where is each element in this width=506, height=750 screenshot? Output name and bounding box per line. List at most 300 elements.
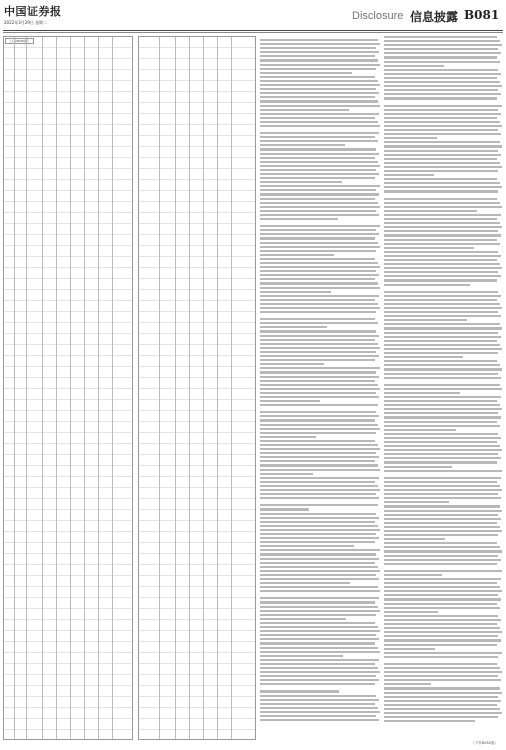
text-line xyxy=(260,270,376,272)
text-line xyxy=(260,262,378,264)
text-line xyxy=(384,675,498,677)
text-line xyxy=(384,687,500,689)
text-line xyxy=(260,363,324,365)
text-line xyxy=(384,81,500,83)
text-line xyxy=(260,513,376,515)
text-line xyxy=(260,376,379,378)
text-line xyxy=(384,348,502,350)
text-line xyxy=(260,384,378,386)
text-line xyxy=(260,638,379,640)
text-line xyxy=(384,384,500,386)
text-line xyxy=(384,182,500,184)
text-line xyxy=(260,448,380,450)
text-line xyxy=(260,707,378,709)
text-line xyxy=(384,117,497,119)
text-line xyxy=(384,352,498,354)
masthead xyxy=(0,0,506,30)
text-line xyxy=(260,606,378,608)
text-line xyxy=(260,318,375,320)
text-line xyxy=(260,642,375,644)
text-line xyxy=(260,489,380,491)
text-line xyxy=(260,456,379,458)
text-line xyxy=(384,421,497,423)
text-line xyxy=(384,364,500,366)
text-line xyxy=(260,339,375,341)
text-line xyxy=(260,322,378,324)
text-line xyxy=(260,43,380,45)
text-line xyxy=(384,105,502,107)
text-line xyxy=(260,582,350,584)
text-line xyxy=(260,590,380,592)
text-line xyxy=(384,619,501,621)
text-line xyxy=(260,177,375,179)
text-line xyxy=(260,282,378,284)
text-line xyxy=(384,150,498,152)
text-line xyxy=(260,521,375,523)
text-line xyxy=(260,148,376,150)
text-line xyxy=(384,332,498,334)
table-grid xyxy=(3,36,133,740)
text-line xyxy=(384,271,498,273)
text-line xyxy=(384,652,502,654)
text-line xyxy=(260,47,376,49)
text-line xyxy=(260,618,346,620)
text-line xyxy=(384,190,498,192)
text-line xyxy=(260,493,376,495)
text-line xyxy=(384,214,501,216)
text-line xyxy=(384,404,500,406)
text-line xyxy=(384,178,497,180)
text-line xyxy=(260,404,378,406)
text-line xyxy=(384,611,438,613)
text-line xyxy=(384,679,501,681)
text-line xyxy=(260,508,309,510)
text-line xyxy=(260,597,379,599)
text-line xyxy=(384,526,500,528)
text-line xyxy=(260,287,380,289)
text-line xyxy=(260,392,376,394)
text-line xyxy=(260,189,376,191)
text-line xyxy=(384,555,498,557)
text-line xyxy=(384,518,501,520)
text-line xyxy=(384,303,500,305)
text-line xyxy=(384,416,501,418)
text-line xyxy=(260,51,379,53)
text-line xyxy=(260,481,375,483)
text-line xyxy=(384,279,497,281)
text-line xyxy=(384,445,500,447)
text-line xyxy=(260,359,375,361)
text-line xyxy=(384,218,497,220)
text-line xyxy=(260,80,378,82)
text-line xyxy=(384,174,434,176)
text-line xyxy=(384,489,502,491)
text-line xyxy=(384,408,502,410)
text-line xyxy=(260,570,380,572)
text-line xyxy=(260,517,379,519)
section-title-cn: 信息披露 xyxy=(410,10,459,24)
text-line xyxy=(260,92,379,94)
table-continuation-header: （上接B080版） xyxy=(5,38,34,44)
text-line xyxy=(384,683,431,685)
text-line xyxy=(384,716,498,718)
text-line xyxy=(260,610,380,612)
text-line xyxy=(384,574,442,576)
text-line xyxy=(384,449,502,451)
text-line xyxy=(260,299,375,301)
text-line xyxy=(384,712,502,714)
text-line xyxy=(260,690,339,692)
text-line xyxy=(260,634,376,636)
text-line xyxy=(384,170,498,172)
text-line xyxy=(260,117,375,119)
text-line xyxy=(260,558,379,560)
text-line xyxy=(260,237,375,239)
text-line xyxy=(384,125,502,127)
text-line xyxy=(260,477,379,479)
text-line xyxy=(384,186,502,188)
text-line xyxy=(260,574,376,576)
text-line xyxy=(384,247,474,249)
text-line xyxy=(384,644,497,646)
text-line xyxy=(260,400,320,402)
text-line xyxy=(384,255,501,257)
text-line xyxy=(384,530,502,532)
text-line xyxy=(260,218,338,220)
text-line xyxy=(384,65,444,67)
text-line xyxy=(384,461,497,463)
text-line xyxy=(384,563,497,565)
text-line xyxy=(384,437,501,439)
text-line xyxy=(384,522,497,524)
text-line xyxy=(384,514,498,516)
text-line xyxy=(384,648,435,650)
text-line xyxy=(260,214,379,216)
text-line xyxy=(384,243,500,245)
text-line xyxy=(384,550,502,552)
text-line xyxy=(384,505,500,507)
text-line xyxy=(384,133,501,135)
text-line xyxy=(260,578,379,580)
text-line xyxy=(384,607,500,609)
text-line xyxy=(384,493,498,495)
text-line xyxy=(384,85,502,87)
text-line xyxy=(384,477,501,479)
text-line xyxy=(384,230,498,232)
text-line xyxy=(384,113,501,115)
text-line xyxy=(260,545,354,547)
text-line xyxy=(260,254,334,256)
text-line xyxy=(384,44,502,46)
text-line xyxy=(384,373,498,375)
text-line xyxy=(260,100,378,102)
dateline: 2022年3月29日 星期二 xyxy=(4,20,48,25)
page-footer-note: （下转B082版） xyxy=(471,741,498,745)
text-line xyxy=(384,61,500,63)
text-line xyxy=(260,614,376,616)
text-line xyxy=(384,251,498,253)
text-line xyxy=(260,626,378,628)
financial-table-middle xyxy=(138,36,256,740)
text-line xyxy=(260,436,316,438)
text-line xyxy=(260,181,342,183)
text-line xyxy=(260,419,375,421)
page-code: B081 xyxy=(464,8,500,22)
text-line xyxy=(260,266,380,268)
text-line xyxy=(260,88,376,90)
text-line xyxy=(260,258,375,260)
text-line xyxy=(384,210,477,212)
text-line xyxy=(384,433,498,435)
text-line xyxy=(384,570,502,572)
text-line xyxy=(384,396,501,398)
text-line xyxy=(260,586,378,588)
text-line xyxy=(384,392,460,394)
text-line xyxy=(260,601,375,603)
text-line xyxy=(260,444,378,446)
text-line xyxy=(260,659,379,661)
text-line xyxy=(384,663,497,665)
text-line xyxy=(260,246,380,248)
text-line xyxy=(260,55,375,57)
text-line xyxy=(384,275,501,277)
text-line xyxy=(260,388,380,390)
text-line xyxy=(384,559,501,561)
text-line xyxy=(260,667,378,669)
text-line xyxy=(260,311,376,313)
text-line xyxy=(384,73,501,75)
body-text-column-2 xyxy=(384,36,502,740)
text-line xyxy=(260,651,380,653)
text-line xyxy=(384,36,497,38)
text-line xyxy=(384,598,501,600)
text-line xyxy=(384,319,467,321)
text-line xyxy=(260,504,378,506)
text-line xyxy=(384,323,500,325)
text-line xyxy=(260,291,331,293)
text-line xyxy=(260,295,379,297)
text-line xyxy=(260,695,376,697)
text-line xyxy=(384,69,498,71)
text-line xyxy=(260,185,380,187)
text-line xyxy=(384,226,502,228)
text-line xyxy=(260,679,379,681)
text-line xyxy=(384,137,437,139)
body-text-column-1 xyxy=(260,36,380,740)
text-line xyxy=(384,284,470,286)
text-line xyxy=(384,623,497,625)
text-line xyxy=(260,671,380,673)
text-line xyxy=(260,432,376,434)
text-line xyxy=(384,501,449,503)
section-title-en: Disclosure xyxy=(352,10,404,22)
text-line xyxy=(260,549,380,551)
text-line xyxy=(384,295,501,297)
text-line xyxy=(260,663,375,665)
text-line xyxy=(260,153,379,155)
text-line xyxy=(260,464,378,466)
text-line xyxy=(260,440,375,442)
text-line xyxy=(260,647,378,649)
text-line xyxy=(260,121,378,123)
text-line xyxy=(260,428,380,430)
text-line xyxy=(384,360,497,362)
text-line xyxy=(260,39,378,41)
text-line xyxy=(384,594,498,596)
text-line xyxy=(384,52,501,54)
text-line xyxy=(384,720,475,722)
text-line xyxy=(260,452,376,454)
text-line xyxy=(260,193,379,195)
text-line xyxy=(260,132,379,134)
text-line xyxy=(384,239,497,241)
table-grid-2 xyxy=(138,36,256,740)
text-line xyxy=(384,89,498,91)
text-line xyxy=(260,566,378,568)
text-line xyxy=(384,97,497,99)
text-line xyxy=(384,578,501,580)
text-line xyxy=(260,326,327,328)
text-line xyxy=(384,639,501,641)
text-line xyxy=(384,671,502,673)
text-line xyxy=(384,327,502,329)
text-line xyxy=(260,424,378,426)
text-line xyxy=(260,96,375,98)
text-line xyxy=(384,429,456,431)
text-line xyxy=(384,311,498,313)
text-line xyxy=(384,368,502,370)
masthead-rule-thin xyxy=(3,32,503,33)
text-line xyxy=(384,466,452,468)
text-line xyxy=(260,541,375,543)
text-line xyxy=(260,347,380,349)
financial-table-left xyxy=(3,36,133,740)
text-line xyxy=(384,206,502,208)
text-line xyxy=(260,497,379,499)
text-line xyxy=(260,84,380,86)
text-line xyxy=(260,136,375,138)
text-line xyxy=(260,485,378,487)
text-line xyxy=(260,699,379,701)
text-line xyxy=(384,470,502,472)
text-line xyxy=(384,667,500,669)
text-line xyxy=(384,145,502,147)
text-line xyxy=(260,161,378,163)
text-line xyxy=(260,169,376,171)
text-line xyxy=(384,158,497,160)
text-line xyxy=(384,627,500,629)
text-line xyxy=(260,622,375,624)
text-line xyxy=(260,529,380,531)
text-line xyxy=(260,206,380,208)
text-line xyxy=(384,93,501,95)
text-line xyxy=(384,356,463,358)
text-line xyxy=(384,510,502,512)
text-line xyxy=(384,315,501,317)
text-line xyxy=(260,202,378,204)
text-line xyxy=(384,497,501,499)
text-line xyxy=(260,562,375,564)
text-line xyxy=(260,525,378,527)
text-line xyxy=(384,457,501,459)
text-line xyxy=(384,708,500,710)
text-line xyxy=(384,441,497,443)
text-line xyxy=(384,412,498,414)
text-line xyxy=(260,537,379,539)
text-line xyxy=(260,105,380,107)
masthead-rule xyxy=(3,30,503,31)
text-line xyxy=(384,542,497,544)
text-line xyxy=(384,481,497,483)
text-line xyxy=(260,68,376,70)
text-line xyxy=(260,113,379,115)
text-line xyxy=(384,40,500,42)
text-line xyxy=(260,76,375,78)
text-line xyxy=(384,141,500,143)
text-line xyxy=(260,473,313,475)
text-line xyxy=(384,154,501,156)
text-line xyxy=(260,630,380,632)
text-line xyxy=(260,250,376,252)
text-line xyxy=(384,222,500,224)
text-line xyxy=(260,371,376,373)
text-line xyxy=(384,166,502,168)
text-line xyxy=(384,234,501,236)
text-line xyxy=(260,330,376,332)
text-line xyxy=(260,411,376,413)
text-line xyxy=(260,396,379,398)
text-line xyxy=(384,388,502,390)
text-line xyxy=(384,336,501,338)
text-line xyxy=(384,590,502,592)
text-line xyxy=(260,367,380,369)
text-line xyxy=(260,198,375,200)
text-line xyxy=(260,715,376,717)
text-line xyxy=(260,469,380,471)
text-line xyxy=(384,696,498,698)
text-line xyxy=(384,582,497,584)
text-line xyxy=(384,267,502,269)
text-line xyxy=(384,162,500,164)
text-line xyxy=(260,140,378,142)
text-line xyxy=(260,233,379,235)
text-line xyxy=(260,303,378,305)
text-line xyxy=(384,299,497,301)
text-line xyxy=(384,121,500,123)
text-line xyxy=(384,56,497,58)
text-line xyxy=(384,635,498,637)
text-line xyxy=(384,344,500,346)
text-line xyxy=(260,144,345,146)
text-line xyxy=(384,307,502,309)
text-line xyxy=(384,198,497,200)
text-line xyxy=(260,109,349,111)
text-line xyxy=(260,64,380,66)
text-line xyxy=(384,291,498,293)
text-line xyxy=(260,553,376,555)
text-line xyxy=(384,534,498,536)
text-line xyxy=(384,615,498,617)
text-line xyxy=(260,703,375,705)
text-line xyxy=(260,274,379,276)
text-line xyxy=(384,263,500,265)
text-line xyxy=(384,586,500,588)
text-line xyxy=(384,425,500,427)
text-line xyxy=(260,173,379,175)
text-line xyxy=(260,355,379,357)
text-line xyxy=(384,48,498,50)
text-line xyxy=(384,109,498,111)
